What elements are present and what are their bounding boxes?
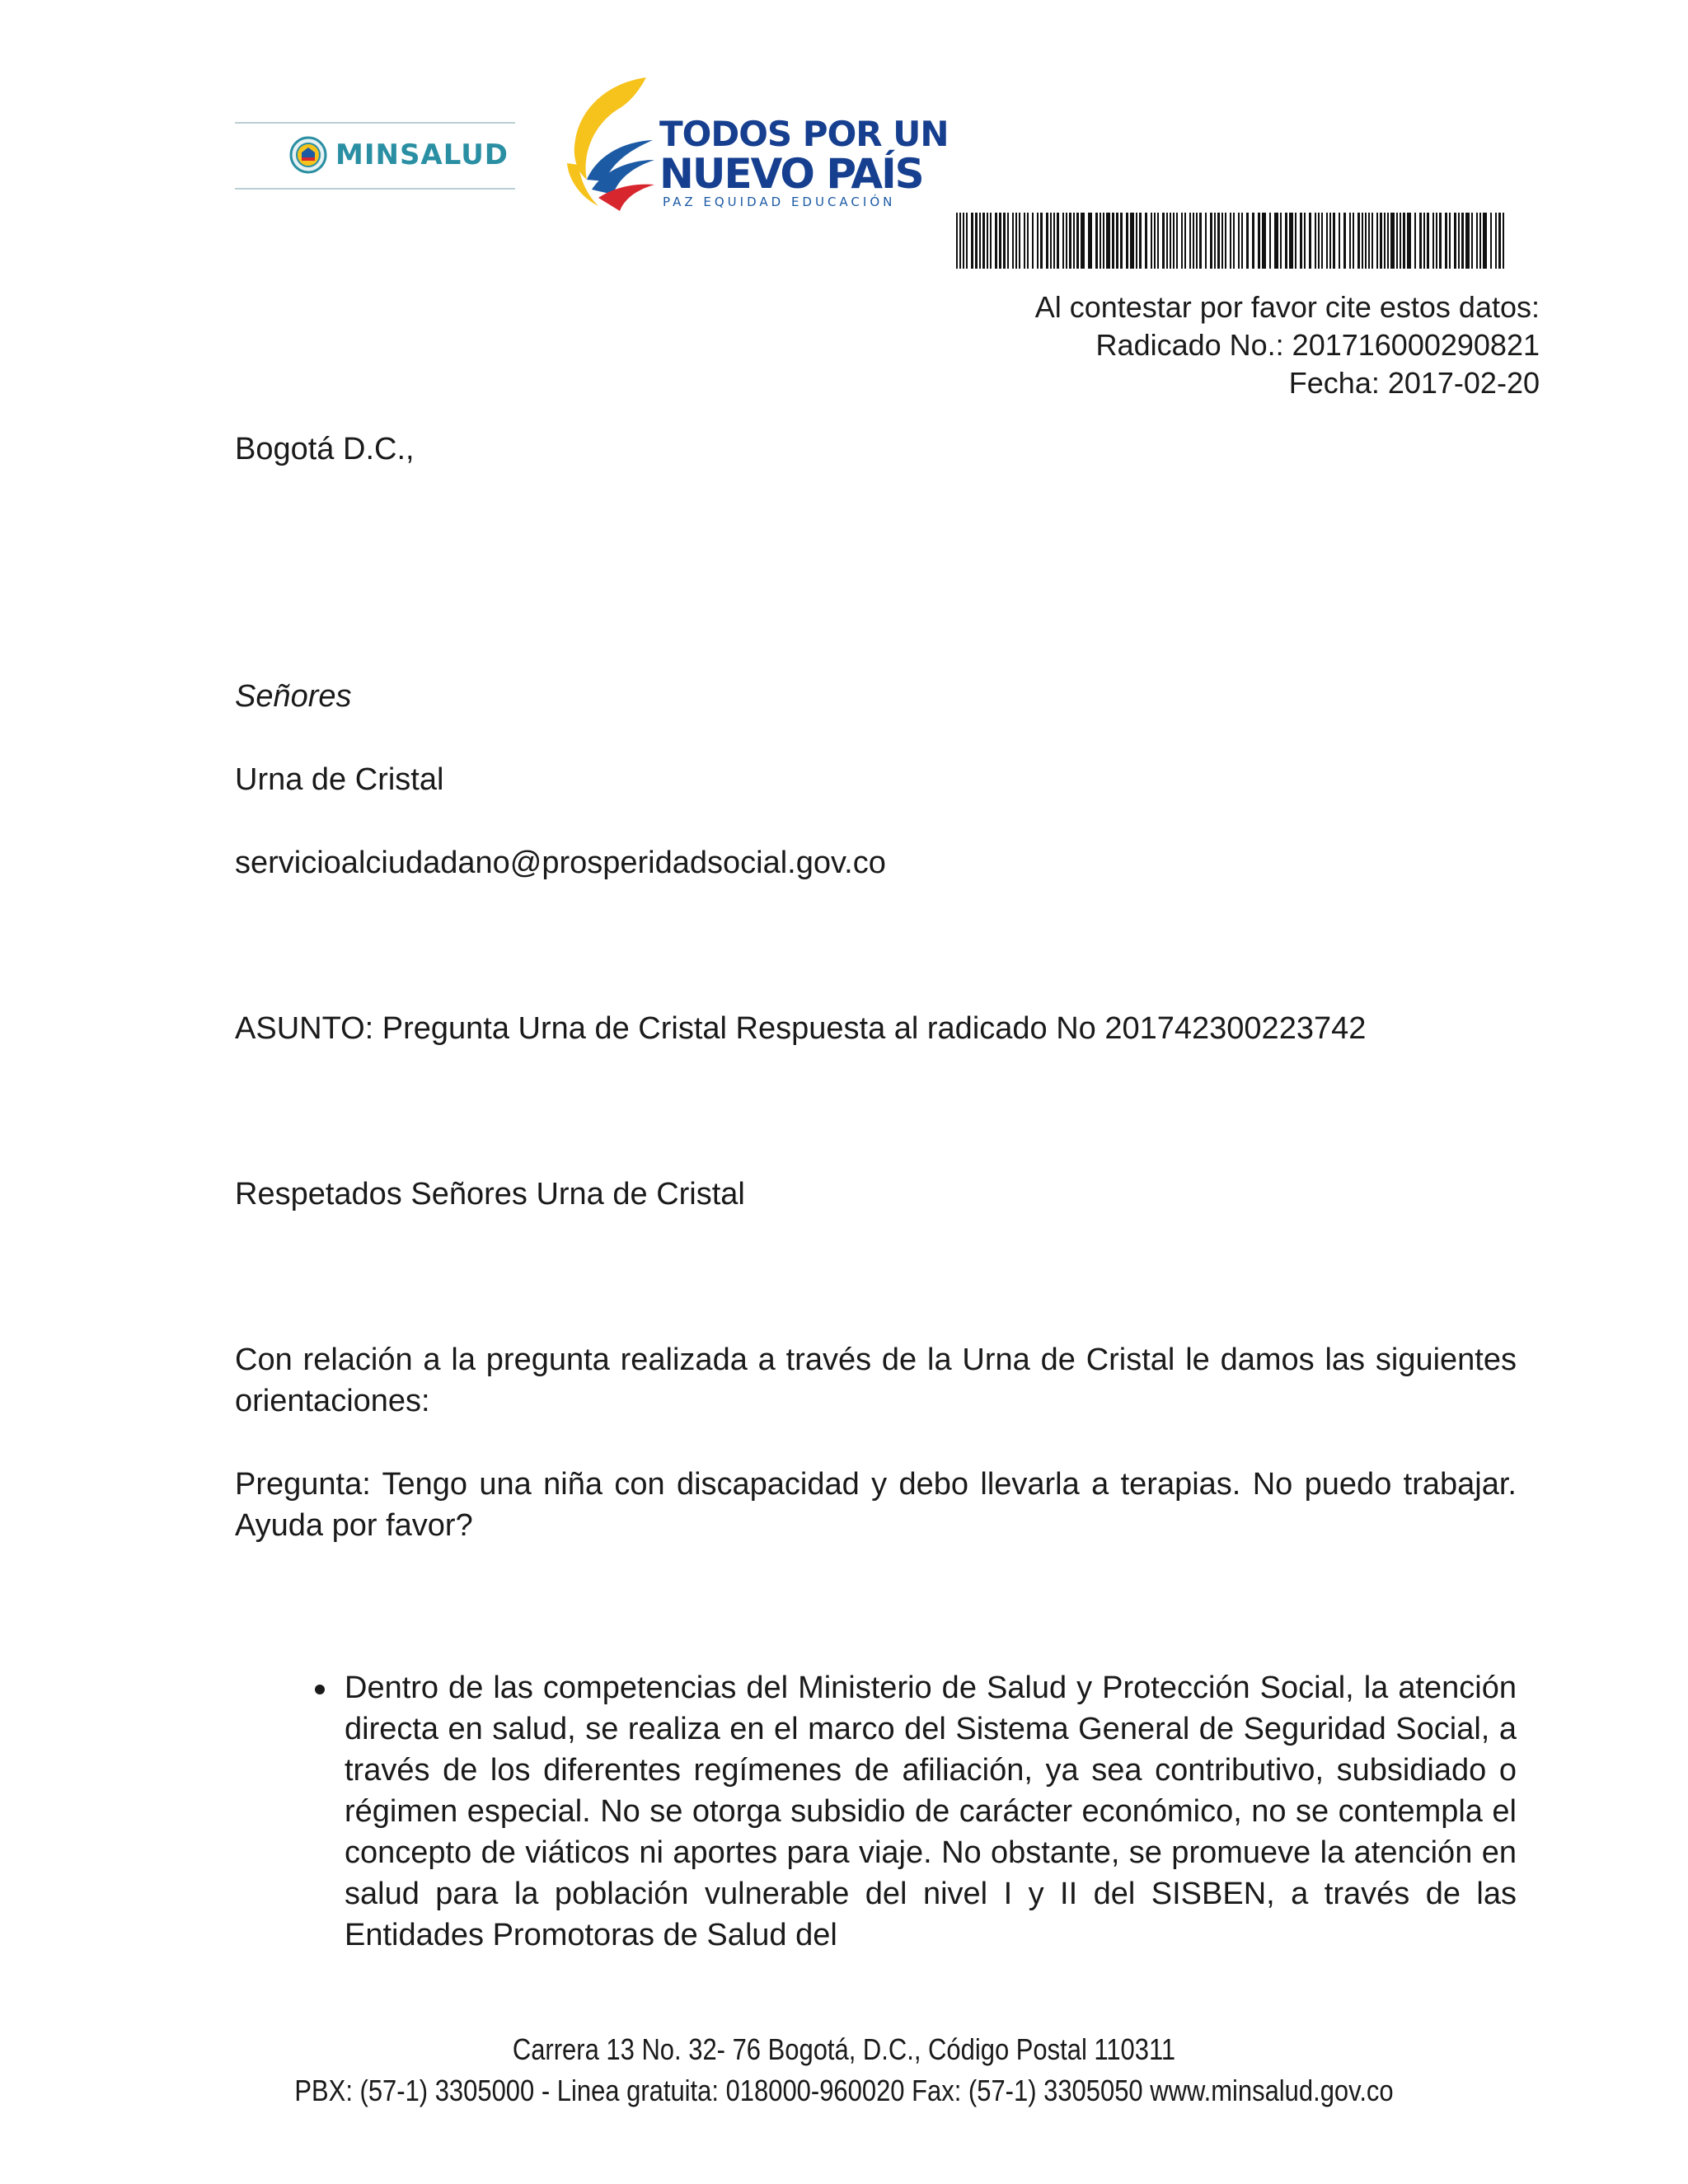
letter-greeting: Respetados Señores Urna de Cristal (235, 1177, 745, 1212)
footer-contact: PBX: (57-1) 3305000 - Linea gratuita: 018000-960020 Fax: (57-1) 3305050 www.minsalud.gov.co (294, 2074, 1394, 2107)
salutation-title: Señores (235, 679, 352, 714)
intro-paragraph: Con relación a la pregunta realizada a través de la Urna de Cristal le damos las siguientes orientaciones: (235, 1343, 1517, 1418)
minsalud-logo (235, 122, 515, 190)
recipient-email: servicioalciudadano@prosperidadsocial.gov.co (235, 846, 886, 880)
bullet-icon (315, 1685, 325, 1694)
flag-swoosh-icon (564, 74, 654, 216)
letter-city: Bogotá D.C., (235, 432, 415, 466)
minsalud-logo-text: MINSALUD (335, 138, 509, 171)
answer-bullet-item: Dentro de las competencias del Ministerio de Salud y Protección Social, la atención directa en salud, se realiza en el marco del Sistema General de Seguridad Social, a través de los diferentes regímenes de afiliación, ya sea contributivo, subsidiado o régimen especial. No se otorga subsidio de carácter económico, no se contempla el concepto de viáticos ni aportes para viaje. No obstante, se promueve la atención en salud para la población vulnerable del nivel I y II del SISBEN, a través de las Entidades Promotoras de Salud del (345, 1671, 1517, 1952)
campaign-logo-line2: NUEVO PAÍS (659, 150, 923, 198)
coat-of-arms-icon (289, 136, 327, 174)
radicado-number: Radicado No.: 201716000290821 (1095, 328, 1540, 362)
citation-block (1035, 288, 1540, 402)
recipient-name: Urna de Cristal (235, 762, 444, 797)
citation-date: Fecha: 2017-02-20 (1288, 366, 1540, 400)
footer-address: Carrera 13 No. 32- 76 Bogotá, D.C., Código Postal 110311 (512, 2032, 1176, 2066)
campaign-logo-line1: TODOS POR UN (659, 114, 949, 154)
citation-instruction: Al contestar por favor cite estos datos: (1034, 290, 1540, 324)
todos-por-un-nuevo-pais-logo (564, 74, 949, 216)
letter-subject: ASUNTO: Pregunta Urna de Cristal Respuesta al radicado No 201742300223742 (235, 1011, 1367, 1046)
question-paragraph: Pregunta: Tengo una niña con discapacidad y debo llevarla a terapias. No puedo trabajar. Ayuda por favor? (235, 1467, 1517, 1543)
campaign-logo-tagline: PAZ EQUIDAD EDUCACIÓN (663, 194, 896, 209)
barcode (956, 213, 1507, 269)
